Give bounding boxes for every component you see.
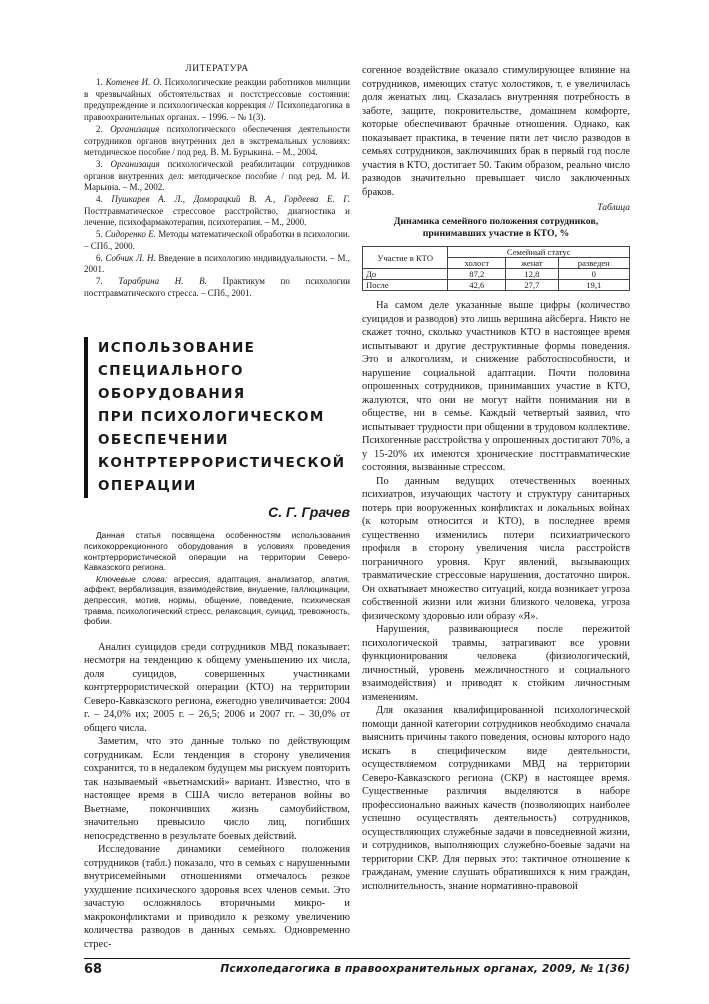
reference-item: [84, 253, 350, 276]
body-paragraph: Анализ суицидов среди сотрудников МВД показывает: несмотря на тенденцию к общему уменьшению их числа, доля суицидов, совершенных участниками контртеррористической операции (КТО) на территории Северо-Кавказского региона, ежегодно увеличивается: 2004 г. – 24,0% их; 2005 г. – 26,5; 2006 и 2007 гг. – 30,0% от общего числа.: [84, 641, 350, 734]
reference-author: Организация: [110, 158, 160, 169]
table-label: Таблица: [597, 203, 630, 213]
table-row: [363, 269, 630, 280]
table-row: [363, 280, 630, 291]
body-paragraph: Заметим, что это данные только по действующим сотрудникам. Если тенденция в сторону увеличения сохранится, то в недалеком будущем мы рискуем повторить так называемый «вьетнамский» вариант. Известно, что в настоящее время в США число ветеранов войны во Вьетнаме, покончивших жизнь самоубийством, значительно превысило число лиц, погибших непосредственно в результате боевых действий.: [84, 736, 350, 842]
reference-author: Котенев И. О.: [105, 77, 162, 87]
reference-number: 2.: [96, 123, 111, 134]
row-label: До: [363, 269, 448, 280]
reference-author: Тарабрина Н. В.: [118, 275, 207, 286]
reference-number: 5.: [96, 229, 106, 240]
table-cell: 12,8: [506, 269, 558, 280]
reference-number: 1.: [96, 77, 106, 87]
title-line: ПРИ ПСИХОЛОГИЧЕСКОМ ОБЕСПЕЧЕНИИ: [98, 409, 325, 449]
table-cell: 19,1: [558, 280, 629, 291]
keywords-list: агрессия, адаптация, анализатор, апатия, аффект, вербализация, взаимодействие, внушение, галлюцинации, депрессия, мотив, нормы, общение, поведение, психическая травма, психологический стресс, релаксация, суицид, тревожность, фобии.: [84, 573, 350, 627]
reference-item: [84, 159, 350, 194]
page-footer: [84, 958, 630, 981]
body-paragraph: Для оказания квалифицированной психологической помощи данной категории сотрудников необходимо сначала выяснить причины такого поведения, основы которого надо искать в специфическом виде деятельности, осуществляемом сотрудниками МВД на территории Северо-Кавказского региона (СКР) в настоящее время. Существенные различия выделяются в наборе профессионально важных качеств (позволяющих наиболее успешно осуществлять деятельность) сотрудников, осуществляющих служебные задачи в повседневной жизни, и сотрудников, выполняющих служебно-боевые задачи на территории СКР. Для первых это: тактичное отношение к гражданам, умение слушать обратившихся к ним граждан, исполнительность, знание нормативно-правовой: [362, 705, 630, 892]
reference-number: 3.: [96, 158, 111, 169]
article-title: [84, 337, 350, 498]
reference-text: Практикум по психологии посттравматического стресса. – СПб., 2001.: [84, 275, 351, 298]
reference-item: [84, 194, 350, 229]
title-line: СПЕЦИАЛЬНОГО ОБОРУДОВАНИЯ: [98, 363, 246, 403]
reference-text: Психологические реакции работников милиции в чрезвычайных обстоятельствах и постстрессовые состояния: предупреждение и психологическая коррекция // Психопедагогика в правоохранительных органах. – 1996. – № 1(3).: [84, 77, 350, 123]
table-cell: 42,6: [448, 280, 506, 291]
reference-text: Методы математической обработки в психологии. – СПб., 2000.: [84, 229, 350, 251]
body-paragraph: На самом деле указанные выше цифры (количество суицидов и разводов) это лишь вершина айсберга. Никто не скажет точно, сколько участников КТО в настоящее время испытывают и другие деструктивные формы поведения. Это и алкоголизм, и снижение работоспособности, и нарушение социальной адаптации. Почти половина опрошенных сотрудников, принимавших участие в КТО, жалуются, что они не могут найти понимания ни в обществе, ни в семье. Каждый четвертый заявил, что испытывает трудности при общении в трудовом коллективе. Психогенные расстройства у опрошенных достигают 70%, а у 15-20% их имеются хронические посттравматические состояния, вызванные стрессом.: [362, 300, 630, 473]
reference-item: [84, 124, 350, 159]
reference-text: Посттравматическое стрессовое расстройство, диагностика и лечение, психофармакотерапия, психотерапия. – М., 2000.: [84, 205, 350, 228]
table-cell: 87,2: [448, 269, 506, 280]
body-paragraph: Исследование динамики семейного положения сотрудников (табл.) показало, что в семьях с нарушенными внутрисемейными отношениями отмечалось резкое ухудшение психического здоровья всех членов семьи. Это зачастую осложнялось вторичными микро- и макроконфликтами и приводило к резкому увеличению количества разводов в данных семьях. Одновременно стрес-: [84, 844, 350, 950]
body-paragraph: По данным ведущих отечественных военных психиатров, изучающих частоту и структуру санитарных потерь при вооруженных конфликтах и локальных войнах (к которым относится и КТО), в последнее время существенно изменились потери психиатрического профиля в сторону увеличения числа расстройств пограничного уровня. Круг явлений, вызывающих травматические стрессовые нарушения, достаточно широк. Он охватывает множество ситуаций, когда возникает угроза собственной жизни или жизни близкого человека, угроза физическому здоровью или образу «Я».: [362, 475, 630, 622]
row-header-cell: Участие в КТО: [363, 247, 448, 269]
right-column: [362, 64, 630, 893]
reference-author: Пушкарев А. Л., Доморацкий В. А., Гордеева Е. Г.: [111, 194, 350, 205]
reference-author: Собчик Л. Н.: [105, 252, 156, 263]
reference-number: 4.: [96, 194, 112, 205]
table-header-row: [363, 247, 630, 258]
keywords-label: Ключевые слова:: [96, 573, 168, 584]
title-line: КОНТРТЕРРОРИСТИЧЕСКОЙ ОПЕРАЦИИ: [98, 455, 346, 495]
page-number: 68: [84, 962, 103, 977]
reference-number: 7.: [96, 275, 119, 286]
reference-item: [84, 229, 350, 252]
body-paragraph: согенное воздействие оказало стимулирующее влияние на сотрудников, имеющих статус холостяков, т. е увеличилась доля женатых лиц. Сказалась внутренняя потребность в заботе, защите, покровительстве, домашнем комфорте, которые обеспечивают брачные отношения. Однако, как показывает практика, в течение пяти лет число разводов в семьях сотрудников, заключивших брак в первый год после участия в КТО, достигает 50. Таким образом, реально число разводов значительно превышает число заключенных браков.: [362, 65, 630, 198]
table-cell: 0: [558, 269, 629, 280]
family-status-table: [362, 246, 630, 291]
group-header-cell: Семейный статус: [448, 247, 630, 258]
article-author: С. Г. Грачев: [268, 504, 350, 521]
table-title: Динамика семейного положения сотрудников, принимавших участие в КТО, %: [393, 216, 599, 239]
reference-author: Сидоренко Е.: [105, 229, 156, 240]
reference-author: Организация: [110, 123, 160, 134]
abstract: Данная статья посвящена особенностям использования психокоррекционного оборудования в условиях проведения контртеррористической операции на территории Северо-Кавказского региона.: [84, 530, 350, 573]
reference-list: [84, 77, 350, 299]
journal-title: Психопедагогика в правоохранительных органах, 2009, № 1(36): [220, 963, 630, 975]
column-header: женат: [506, 258, 558, 269]
reference-item: [84, 276, 350, 299]
keywords: [84, 574, 350, 627]
body-paragraph: Нарушения, развивающиеся после пережитой психологической травмы, затрагивают все уровни функционирования человека (физиологический, личностный, уровень межличностного и социального взаимодействия) и приводят к стойким личностным изменениям.: [362, 624, 630, 703]
title-line: ИСПОЛЬЗОВАНИЕ: [98, 340, 256, 357]
reference-item: [84, 77, 350, 124]
column-header: холост: [448, 258, 506, 269]
reference-text: психологического обеспечения деятельности сотрудников органов внутренних дел в экстремальных условиях: методическое пособие / под ред. В. М. Бурыкина. – М., 2004.: [84, 123, 350, 158]
table-cell: 27,7: [506, 280, 558, 291]
reference-text: Введение в психологию индивидуальности. – М., 2001.: [84, 252, 350, 275]
column-header: разведен: [558, 258, 629, 269]
literature-heading: ЛИТЕРАТУРА: [185, 64, 249, 74]
reference-text: психологической реабилитации сотрудников органов внутренних дел: методическое пособие / под ред. М. И. Марьина. – М., 2002.: [84, 158, 350, 193]
left-column: [84, 64, 350, 951]
reference-number: 6.: [96, 252, 106, 263]
row-label: После: [363, 280, 448, 291]
